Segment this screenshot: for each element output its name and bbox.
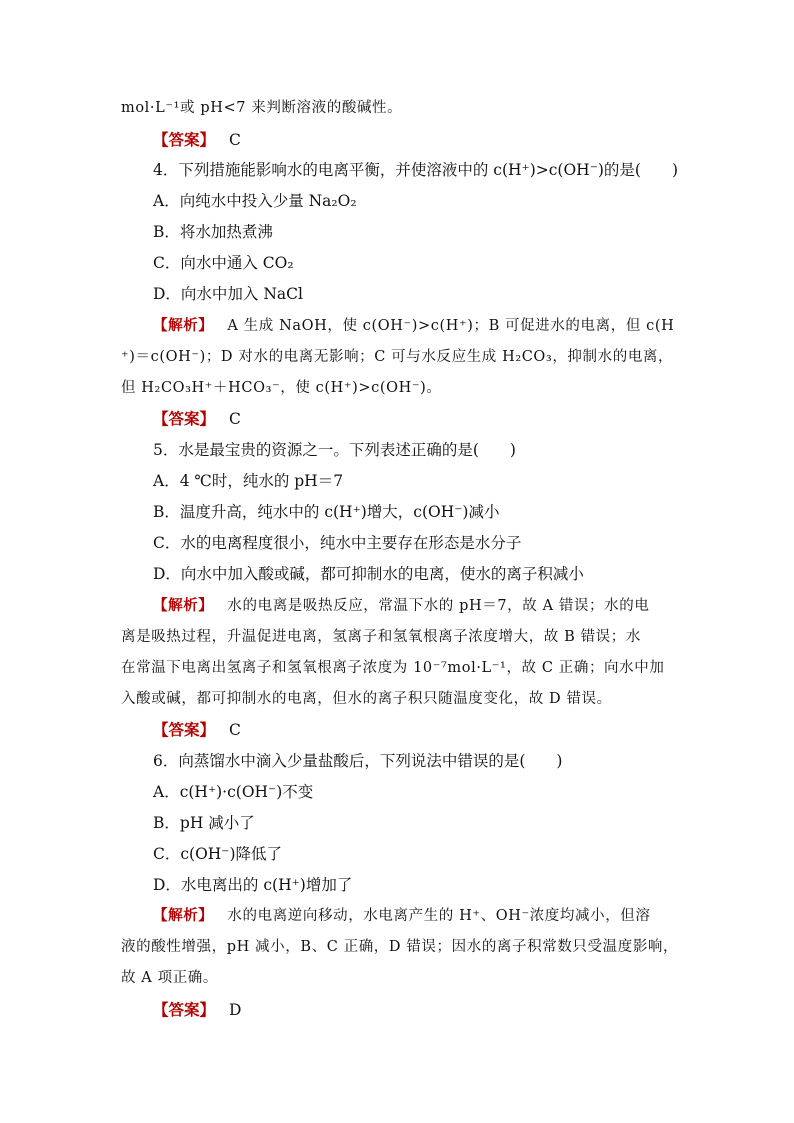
- answer-value: C: [229, 131, 241, 149]
- analysis-label: 【解析】: [153, 317, 214, 334]
- question-4-analysis-line-1: 【解析】 A 生成 NaOH，使 c(OH⁻)>c(H⁺)；B 可促进水的电离，但 c(H: [153, 317, 675, 334]
- answer-line-3: [153, 130, 713, 150]
- question-5-option-b: B．温度升高，纯水中的 c(H⁺)增大，c(OH⁻)减小: [153, 503, 500, 521]
- analysis-label: 【解析】: [153, 907, 214, 924]
- answer-label: 【答案】: [153, 720, 216, 739]
- answer-label: 【答案】: [153, 409, 216, 428]
- question-4-option-c: C．向水中通入 CO₂: [153, 254, 294, 272]
- question-4-option-b: B．将水加热煮沸: [153, 223, 273, 241]
- question-6-stem: 6．向蒸馏水中滴入少量盐酸后，下列说法中错误的是( ): [153, 752, 563, 770]
- question-4-analysis-line-3: 但 H₂CO₃H⁺＋HCO₃⁻，使 c(H⁺)>c(OH⁻)。: [121, 380, 442, 396]
- question-5-option-a: A．4 ℃时，纯水的 pH＝7: [153, 472, 344, 490]
- analysis-label: 【解析】: [153, 597, 214, 614]
- answer-line-4: [153, 409, 713, 429]
- question-4-stem: 4．下列措施能影响水的电离平衡，并使溶液中的 c(H⁺)>c(OH⁻)的是( ): [153, 161, 679, 179]
- question-4-analysis-line-2: ⁺)＝c(OH⁻)；D 对水的电离无影响；C 可与水反应生成 H₂CO₃，抑制水的电离，: [121, 349, 674, 365]
- answer-label: 【答案】: [153, 1000, 216, 1019]
- answer-value: C: [229, 410, 241, 428]
- question-6-option-a: A．c(H⁺)·c(OH⁻)不变: [153, 783, 314, 801]
- question-5-option-d: D．向水中加入酸或碱，都可抑制水的电离，使水的离子积减小: [153, 565, 584, 583]
- question-5-stem: 5．水是最宝贵的资源之一。下列表述正确的是( ): [153, 441, 516, 459]
- question-5-analysis-line-1: 【解析】 水的电离是吸热反应，常温下水的 pH＝7，故 A 错误；水的电: [153, 597, 650, 614]
- question-5-option-c: C．水的电离程度很小，纯水中主要存在形态是水分子: [153, 534, 522, 552]
- analysis-continuation: mol·L⁻¹或 pH<7 来判断溶液的酸碱性。: [121, 100, 403, 116]
- question-4-option-d: D．向水中加入 NaCl: [153, 285, 303, 303]
- question-6-option-b: B．pH 减小了: [153, 814, 255, 832]
- question-6-analysis-line-1: 【解析】 水的电离逆向移动，水电离产生的 H⁺、OH⁻浓度均减小，但溶: [153, 907, 651, 924]
- question-6-option-d: D．水电离出的 c(H⁺)增加了: [153, 876, 353, 894]
- question-5-analysis-line-2: 离是吸热过程，升温促进电离，氢离子和氢氧根离子浓度增大，故 B 错误；水: [121, 629, 641, 645]
- answer-value: D: [229, 1001, 242, 1019]
- question-6-analysis-line-2: 液的酸性增强，pH 减小，B、C 正确，D 错误；因水的离子积常数只受温度影响，: [121, 939, 679, 955]
- question-5-analysis-line-4: 入酸或碱，都可抑制水的电离，但水的离子积只随温度变化，故 D 错误。: [121, 691, 612, 707]
- answer-line-6: [153, 1000, 713, 1020]
- answer-line-5: [153, 720, 713, 740]
- question-6-option-c: C．c(OH⁻)降低了: [153, 845, 283, 863]
- question-6-analysis-line-3: 故 A 项正确。: [121, 970, 218, 986]
- answer-label: 【答案】: [153, 130, 216, 149]
- question-4-option-a: A．向纯水中投入少量 Na₂O₂: [153, 192, 357, 210]
- answer-value: C: [229, 721, 241, 739]
- question-5-analysis-line-3: 在常温下电离出氢离子和氢氧根离子浓度为 10⁻⁷mol·L⁻¹，故 C 正确；向水中加: [121, 660, 665, 676]
